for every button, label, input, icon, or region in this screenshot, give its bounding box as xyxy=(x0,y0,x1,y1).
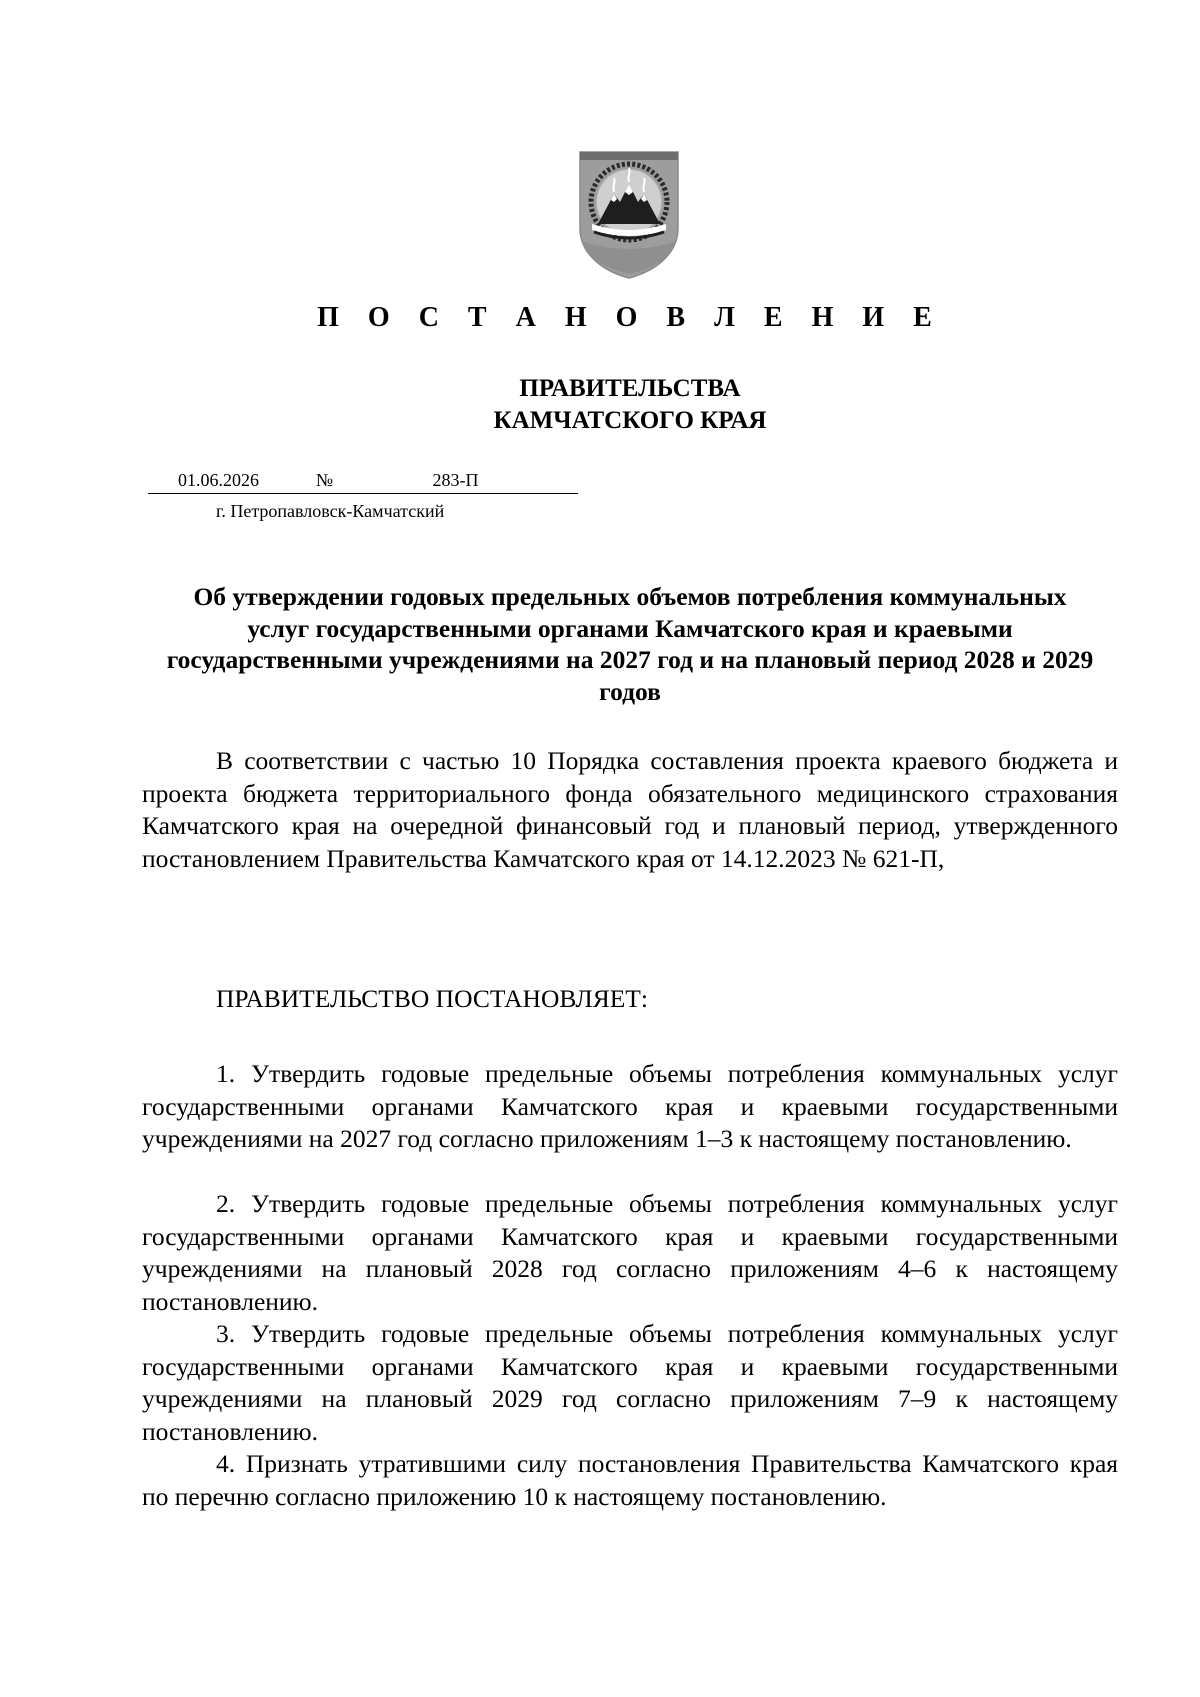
clause-1: 1. Утвердить годовые предельные объемы потребления коммунальных услуг государственными органами Камчатского края и краевыми государственными учреждениями на 2027 год согласно приложениям 1–3 к настоящему постановлению. xyxy=(142,1059,1118,1153)
document-title: Об утверждении годовых предельных объемов потребления коммунальных услуг государственными органами Камчатского края и краевыми государственными учреждениями на 2027 год и на плановый период 2028 и 2029 годов xyxy=(166,582,1094,706)
coat-of-arms-icon xyxy=(578,150,680,280)
issuer-heading xyxy=(0,373,1200,437)
issuer-line-2: КАМЧАТСКОГО КРАЯ xyxy=(493,407,767,434)
preamble-paragraph: В соответствии с частью 10 Порядка составления проекта краевого бюджета и проекта бюджета территориального фонда обязательного медицинского страхования Камчатского края на очередной финансовый год и плановый период, утвержденного постановлением Правительства Камчатского края от 14.12.2023 № 621-П, xyxy=(142,746,1118,873)
document-type-heading: П О С Т А Н О В Л Е Н И Е xyxy=(317,302,943,333)
document-date-field xyxy=(148,469,289,494)
document-number-label: № xyxy=(289,469,333,494)
resolution-heading: ПРАВИТЕЛЬСТВО ПОСТАНОВЛЯЕТ: xyxy=(216,984,648,1013)
clause-2: 2. Утвердить годовые предельные объемы потребления коммунальных услуг государственными органами Камчатского края и краевыми государственными учреждениями на плановый 2028 год согласно приложениям 4–6 к настоящему постановлению. xyxy=(142,1189,1118,1316)
clause-4: 4. Признать утратившими силу постановления Правительства Камчатского края по перечню согласно приложению 10 к настоящему постановлению. xyxy=(142,1449,1118,1511)
clause-3: 3. Утвердить годовые предельные объемы потребления коммунальных услуг государственными органами Камчатского края и краевыми государственными учреждениями на плановый 2029 год согласно приложениям 7–9 к настоящему постановлению. xyxy=(142,1319,1118,1446)
document-date: 01.06.2026 xyxy=(178,470,259,490)
document-number: 283-П xyxy=(333,469,578,494)
document-city: г. Петропавловск-Камчатский xyxy=(216,501,445,521)
issuer-line-1: ПРАВИТЕЛЬСТВА xyxy=(519,375,741,402)
